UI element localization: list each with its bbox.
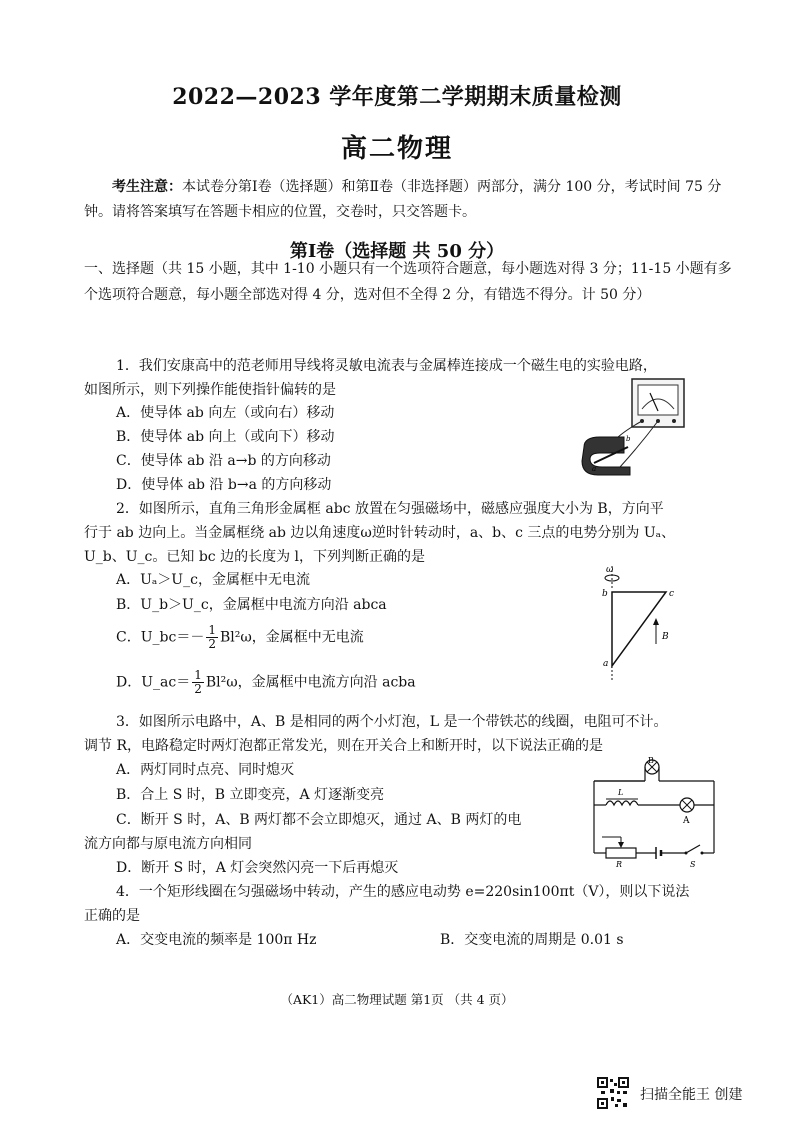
fraction-numerator: 1 <box>208 623 216 637</box>
q1-figure-galvanometer <box>580 375 690 487</box>
qr-code-icon <box>597 1077 629 1109</box>
q2-option-d <box>116 669 416 696</box>
q1-option-a: A．使导体 ab 向左（或向右）移动 <box>116 405 335 421</box>
notice-text: 本试卷分第Ⅰ卷（选择题）和第Ⅱ卷（非选择题）两部分，满分 100 分，考试时间 75 分钟。请将答案填写在答题卡相应的位置，交卷时，只交答题卡。 <box>84 179 722 220</box>
svg-text:b: b <box>626 435 631 443</box>
q2-stem-line1: 2．如图所示，直角三角形金属框 abc 放置在匀强磁场中，磁感应强度大小为 B，方向平 <box>116 501 664 517</box>
exam-subject: 高二物理 <box>340 134 453 164</box>
q3-stem-line1: 3．如图所示电路中，A、B 是相同的两个小灯泡，L 是一个带铁芯的线圈，电阻可不计。 <box>116 714 668 730</box>
exam-title: 2022—2023 学年度第二学期期末质量检测 <box>172 84 622 110</box>
vertex-a-label: a <box>603 659 609 669</box>
q3-option-c-line2: 流方向都与原电流方向相同 <box>84 836 252 852</box>
vertex-b-label: b <box>602 589 608 599</box>
q2-option-d-suffix: Bl²ω，金属框中电流方向沿 acba <box>205 674 416 691</box>
svg-text:a: a <box>592 465 597 473</box>
q4-stem-line2: 正确的是 <box>84 908 140 924</box>
q2-option-d-prefix: D．U_ac＝ <box>116 674 191 691</box>
q2-option-b: B．U_b＞U_c，金属框中电流方向沿 abca <box>116 597 387 613</box>
section-instructions: 一、选择题（共 15 小题，其中 1-10 小题只有一个选项符合题意，每小题选对得 3 分；11-15 小题有多个选项符合题意，每小题全部选对得 4 分，选对但不全得 2 分，有错选不得分。计 50 分） <box>84 261 732 303</box>
q3-figure-circuit <box>582 755 722 867</box>
field-b-label: B <box>662 632 669 642</box>
vertex-c-label: c <box>669 589 675 599</box>
q3-option-c-line1: C．断开 S 时，A、B 两灯都不会立即熄灭，通过 A、B 两灯的电 <box>116 812 522 828</box>
q4-stem-line1: 4．一个矩形线圈在匀强磁场中转动，产生的感应电动势 e=220sin100πt（V），则以下说法 <box>116 884 690 900</box>
omega-label: ω <box>606 565 614 575</box>
q1-option-c: C．使导体 ab 沿 a→b 的方向移动 <box>116 453 331 469</box>
q3-option-d: D．断开 S 时，A 灯会突然闪亮一下后再熄灭 <box>116 860 399 876</box>
section-title: 第Ⅰ卷（选择题 共 50 分） <box>289 241 505 262</box>
q2-option-c <box>116 624 364 651</box>
q3-stem-line2: 调节 R，电路稳定时两灯泡都正常发光，则在开关合上和断开时，以下说法正确的是 <box>84 738 603 754</box>
q2-option-d-fraction <box>192 669 204 696</box>
coil-l-label: L <box>618 788 624 797</box>
switch-s-label: S <box>690 860 696 867</box>
exam-notice <box>84 175 734 225</box>
scanner-watermark: 扫描全能王 创建 <box>640 1087 743 1103</box>
q1-option-d: D．使导体 ab 沿 b→a 的方向移动 <box>116 477 332 493</box>
fraction-denominator: 2 <box>194 682 202 696</box>
fraction-denominator: 2 <box>208 637 216 651</box>
q2-figure-triangle <box>592 562 682 684</box>
q3-option-a: A．两灯同时点亮、同时熄灭 <box>116 762 295 778</box>
q1-stem-line2: 如图所示，则下列操作能使指针偏转的是 <box>84 382 336 398</box>
q2-option-c-prefix: C．U_bc＝－ <box>116 629 205 646</box>
lamp-a-label: A <box>683 816 690 826</box>
q2-option-c-suffix: Bl²ω，金属框中无电流 <box>219 629 364 646</box>
q2-stem-line2: 行于 ab 边向上。当金属框绕 ab 边以角速度ω逆时针转动时，a、b、c 三点的电势分别为 Uₐ、 <box>84 525 676 541</box>
notice-label: 考生注意： <box>112 179 182 195</box>
q3-option-b: B．合上 S 时，B 立即变亮，A 灯逐渐变亮 <box>116 787 385 803</box>
q2-stem-line3: U_b、U_c。已知 bc 边的长度为 l，下列判断正确的是 <box>84 549 426 565</box>
q2-option-c-fraction <box>206 624 218 651</box>
q1-stem-line1: 1．我们安康高中的范老师用导线将灵敏电流表与金属棒连接成一个磁生电的实验电路， <box>116 358 657 374</box>
lamp-b-label: B <box>648 756 654 765</box>
fraction-numerator: 1 <box>194 668 202 682</box>
rheostat-r-label: R <box>616 860 623 867</box>
q4-option-a: A．交变电流的频率是 100π Hz <box>116 932 317 948</box>
page-footer: （AK1）高二物理试题 第1页 （共 4 页） <box>280 992 514 1007</box>
q4-option-b: B．交变电流的周期是 0.01 s <box>440 932 624 948</box>
q1-option-b: B．使导体 ab 向上（或向下）移动 <box>116 429 335 445</box>
q2-option-a: A．Uₐ＞U_c，金属框中无电流 <box>116 572 310 588</box>
